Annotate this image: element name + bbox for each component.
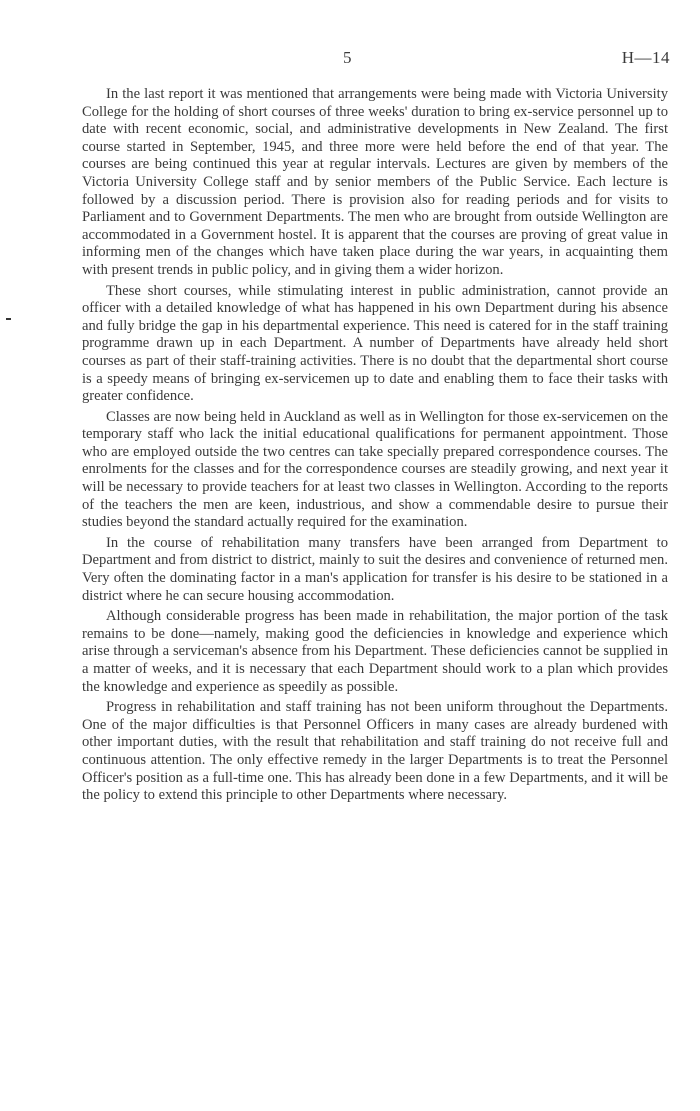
paragraph: Although considerable progress has been made in rehabilitation, the major portion of the task remains to be done—namely, making good the deficiencies in knowledge and experience which arise through a serviceman's absence from his Department. These deficiencies cannot be supplied in a matter of weeks, and it is necessary that each Department should work to a plan which provides the knowledge and experience as speedily as possible.: [82, 608, 668, 695]
paragraph: In the last report it was mentioned that arrangements were being made with Victoria University College for the holding of short courses of three weeks' duration to bring ex-service personnel up to date with recent economic, social, and administrative developments in New Zealand. The first course started in September, 1945, and three more were held before the end of that year. The courses are being continued this year at regular intervals. Lectures are given by members of the Victoria University College staff and by senior members of the Public Service. Each lecture is followed by a discussion period. There is provision also for reading periods and for visits to Parliament and to Government Departments. The men who are brought from outside Wellington are accommodated in a Government hostel. It is apparent that the courses are proving of great value in informing men of the changes which have taken place during the war years, in acquainting them with present trends in public policy, and in giving them a wider horizon.: [82, 86, 668, 278]
document-reference: H—14: [621, 48, 670, 67]
body-text: [82, 86, 668, 808]
page-header: [0, 48, 700, 68]
paragraph: Classes are now being held in Auckland as well as in Wellington for those ex-servicemen on the temporary staff who lack the initial educational qualifications for permanent appointment. Those who are employed outside the two centres can take specially prepared correspondence courses. The enrolments for the classes and for the correspondence courses are steadily growing, and next year it will be necessary to provide teachers for at least two classes in Wellington. According to the reports of the teachers the men are keen, industrious, and show a commendable desire to pursue their studies beyond the standard actually required for the examination.: [82, 408, 668, 531]
margin-mark: [6, 318, 11, 320]
paragraph: Progress in rehabilitation and staff training has not been uniform throughout the Departments. One of the major difficulties is that Personnel Officers in many cases are already burdened with other important duties, with the result that rehabilitation and staff training do not receive full and continuous attention. The only effective remedy in the larger Departments is to treat the Personnel Officer's position as a full-time one. This has already been done in a few Departments, and it will be the policy to extend this principle to other Departments where necessary.: [82, 699, 668, 804]
paragraph: These short courses, while stimulating interest in public administration, cannot provide an officer with a detailed knowledge of what has happened in his own Department during his absence and fully bridge the gap in his departmental experience. This need is catered for in the staff training programme drawn up in each Department. A number of Departments have already held short courses as part of their staff-training activities. There is no doubt that the departmental short course is a speedy means of bringing ex-servicemen up to date and enabling them to face their tasks with greater confidence.: [82, 282, 668, 405]
page-number: 5: [343, 48, 352, 67]
paragraph: In the course of rehabilitation many transfers have been arranged from Department to Department and from district to district, mainly to suit the desires and convenience of returned men. Very often the dominating factor in a man's application for transfer is his desire to be stationed in a district where he can secure housing accommodation.: [82, 534, 668, 604]
